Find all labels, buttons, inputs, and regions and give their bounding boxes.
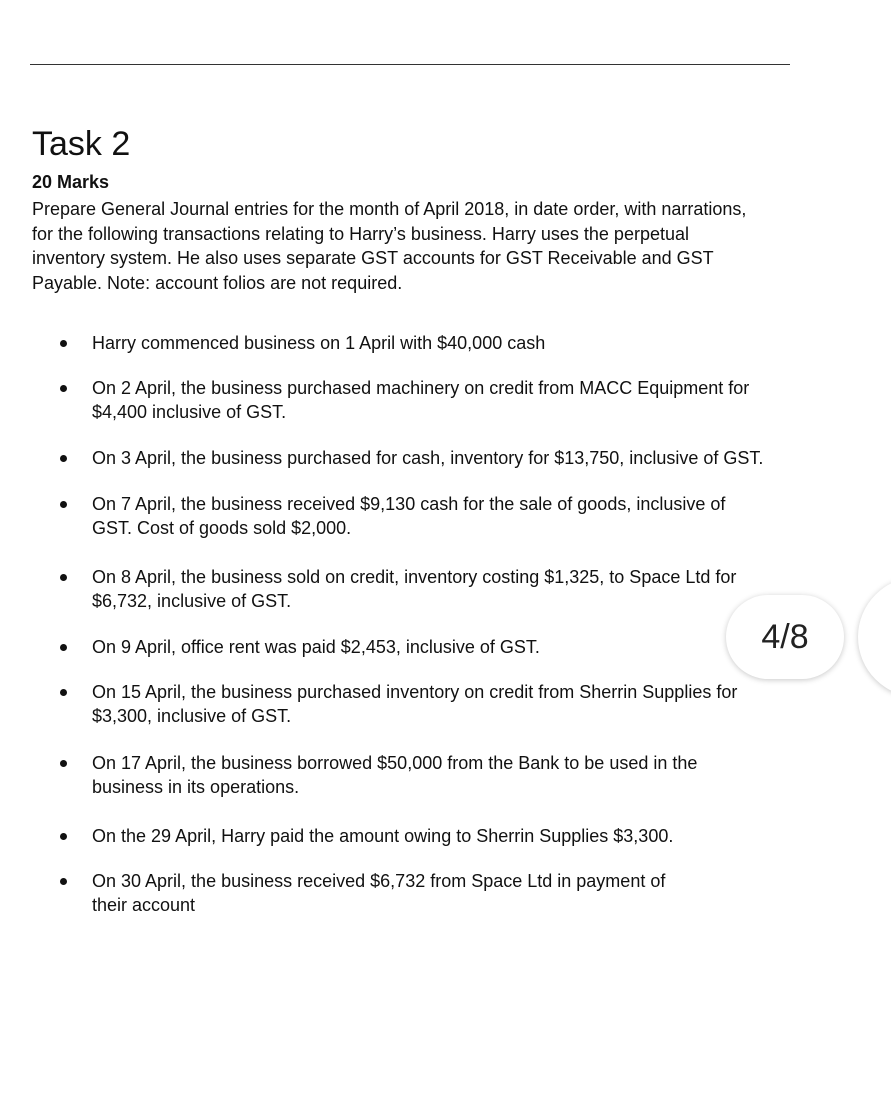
marks-label: 20 Marks: [32, 172, 110, 192]
transaction-text: Harry commenced business on 1 April with $40,000 cash: [92, 333, 546, 353]
transaction-text: On 9 April, office rent was paid $2,453, inclusive of GST.: [92, 637, 540, 657]
bullet-icon: [60, 455, 67, 462]
bullet-icon: [60, 501, 67, 508]
bullet-icon: [60, 689, 67, 696]
transaction-text: On 8 April, the business sold on credit, inventory costing $1,325, to Space Ltd for $6,732, inclusive of GST.: [92, 567, 737, 611]
transaction-text: On 2 April, the business purchased machinery on credit from MACC Equipment for $4,400 inclusive of GST.: [92, 378, 750, 422]
bullet-icon: [60, 340, 67, 347]
top-divider: [30, 64, 790, 65]
bullet-icon: [60, 574, 67, 581]
transaction-text: On 17 April, the business borrowed $50,000 from the Bank to be used in the business in its operations.: [92, 753, 698, 797]
transaction-text: On 15 April, the business purchased inventory on credit from Sherrin Supplies for $3,300, inclusive of GST.: [92, 682, 738, 726]
bullet-icon: [60, 760, 67, 767]
page-indicator[interactable]: 4/8: [726, 595, 844, 679]
task-title: Task 2: [32, 125, 131, 163]
bullet-icon: [60, 833, 67, 840]
transaction-text: On 30 April, the business received $6,732 from Space Ltd in payment of their account: [92, 871, 666, 915]
bullet-icon: [60, 385, 67, 392]
floating-action-button[interactable]: [858, 577, 891, 697]
transaction-text: On 3 April, the business purchased for cash, inventory for $13,750, inclusive of GST.: [92, 448, 764, 468]
bullet-icon: [60, 644, 67, 651]
intro-line: Prepare General Journal entries for the month of April 2018, in date order, with narrations,: [32, 199, 747, 219]
intro-line: Payable. Note: account folios are not required.: [32, 272, 403, 293]
intro-paragraph: [32, 197, 782, 295]
intro-line: for the following transactions relating to Harry’s business. Harry uses the perpetual: [32, 223, 689, 244]
bullet-icon: [60, 878, 67, 885]
transaction-text: On 7 April, the business received $9,130 cash for the sale of goods, inclusive of GST. Cost of goods sold $2,000.: [92, 494, 726, 538]
intro-line: inventory system. He also uses separate GST accounts for GST Receivable and GST: [32, 248, 714, 268]
transaction-text: On the 29 April, Harry paid the amount owing to Sherrin Supplies $3,300.: [92, 826, 674, 846]
